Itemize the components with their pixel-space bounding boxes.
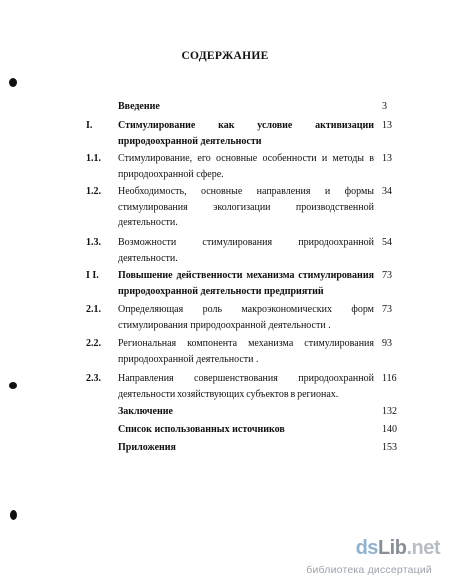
toc-entry-title	[118, 151, 374, 182]
toc-entry-line: Региональная компонента механизма стимулирования	[118, 338, 374, 349]
toc-entry-page: 54	[382, 237, 392, 248]
toc-entry-line: Стимулирование, его основные особенности и методы в	[118, 153, 374, 164]
toc-entry-line: стимулирования природоохранной деятельности .	[118, 319, 331, 331]
toc-entry-title	[118, 268, 374, 299]
toc-entry-line: деятельности.	[118, 252, 178, 264]
toc-entry-title	[118, 99, 374, 115]
toc-entry-line: Приложения	[118, 442, 176, 453]
toc-entry-page: 3	[382, 101, 387, 112]
toc-entry-title	[118, 422, 374, 438]
toc-entry-number: I.	[86, 120, 93, 131]
toc-entry-line: природоохранной деятельности	[118, 135, 262, 147]
toc-entry-line: стимулирования экологизации производственной	[118, 201, 374, 213]
watermark-logo	[356, 537, 440, 560]
toc-entry-line: Стимулирование как условие активизации	[118, 120, 374, 131]
toc-entry-line: Необходимость, основные направления и формы	[118, 186, 374, 197]
toc-entry-page: 34	[382, 186, 392, 197]
toc-entry-line: Заключение	[118, 406, 173, 417]
toc-entry-page: 13	[382, 153, 392, 164]
toc-entry-line: природоохранной деятельности .	[118, 353, 259, 365]
toc-entry-number: 2.2.	[86, 338, 101, 349]
watermark-subtitle: библиотека диссертаций	[306, 564, 432, 576]
toc-entry-line: деятельности.	[118, 217, 178, 228]
toc-entry-title	[118, 371, 374, 402]
toc-entry-line: Определяющая роль макроэкономических форм	[118, 304, 374, 315]
page-title: СОДЕРЖАНИЕ	[181, 50, 269, 62]
scan-mark	[10, 510, 17, 520]
toc-entry-title	[118, 184, 374, 231]
toc-entry-page: 132	[382, 406, 397, 417]
toc-entry-page: 73	[382, 304, 392, 315]
toc-entry-number: 1.2.	[86, 186, 101, 197]
watermark-brand: ds	[355, 537, 378, 559]
toc-entry-page: 153	[382, 442, 397, 453]
toc-entry-number: 1.3.	[86, 237, 101, 248]
toc-entry-page: 140	[382, 424, 397, 435]
toc-entry-line: Введение	[118, 101, 160, 112]
toc-entry-title	[118, 336, 374, 367]
toc-entry-page: 116	[382, 373, 397, 384]
toc-entry-title	[118, 404, 374, 420]
toc-entry-title	[118, 440, 374, 456]
scan-mark	[9, 382, 17, 389]
toc-entry-page: 13	[382, 120, 392, 131]
toc-entry-line: Повышение действенности механизма стимулирования	[118, 270, 374, 281]
watermark-brand: .net	[406, 537, 440, 559]
toc-entry-title	[118, 118, 374, 149]
toc-entry-number: 1.1.	[86, 153, 101, 164]
toc-entry-number: 2.3.	[86, 373, 101, 384]
toc-entry-page: 73	[382, 270, 392, 281]
toc-entry-page: 93	[382, 338, 392, 349]
toc-entry-title	[118, 235, 374, 266]
toc-entry-number: 2.1.	[86, 304, 101, 315]
scan-mark	[9, 78, 17, 87]
toc-entry-line: Список использованных источников	[118, 424, 285, 435]
toc-entry-line: деятельности хозяйствующих субъектов в регионах.	[118, 388, 339, 400]
toc-entry-title	[118, 302, 374, 333]
watermark-brand: Lib	[377, 537, 407, 559]
toc-entry-line: природоохранной сфере.	[118, 168, 224, 180]
toc-entry-number: I I.	[86, 270, 99, 281]
toc-entry-line: Возможности стимулирования природоохранной	[118, 237, 374, 248]
toc-entry-line: природоохранной деятельности предприятий	[118, 285, 324, 297]
toc-entry-line: Направления совершенствования природоохранной	[118, 373, 374, 384]
